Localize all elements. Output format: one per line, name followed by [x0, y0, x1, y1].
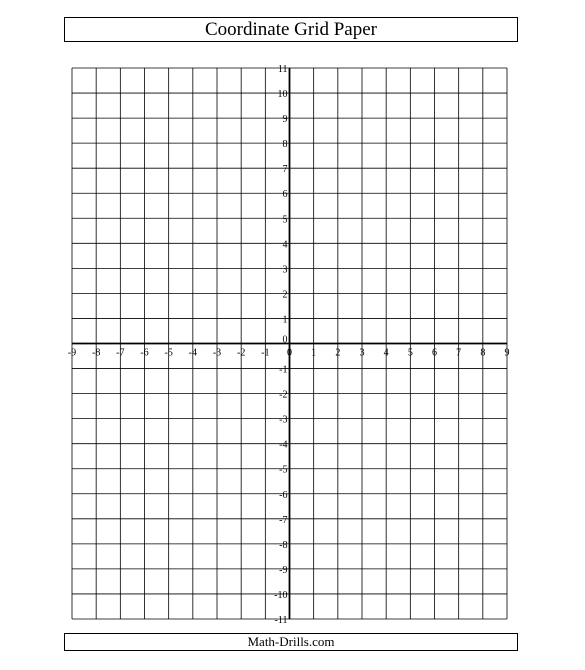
footer-credit: Math-Drills.com	[64, 633, 518, 651]
x-tick-label: 8	[480, 347, 486, 359]
x-tick-label: 6	[432, 347, 437, 359]
y-tick-label: -8	[279, 539, 288, 551]
y-tick-label: 2	[282, 289, 288, 301]
y-tick-label: 11	[277, 64, 288, 75]
x-tick-label: 3	[359, 347, 365, 359]
y-tick-label: 9	[282, 114, 288, 126]
x-tick-label: 0	[287, 347, 292, 359]
y-tick-label: -5	[279, 464, 288, 476]
x-tick-label: -2	[236, 347, 246, 359]
x-axis-labels	[68, 348, 510, 359]
y-tick-label: 7	[282, 164, 288, 176]
y-tick-label: -2	[279, 389, 288, 401]
y-tick-label: -11	[274, 615, 288, 626]
y-tick-label: 4	[282, 239, 288, 251]
y-tick-label: 10	[277, 89, 288, 101]
y-axis-labels	[274, 64, 287, 626]
x-tick-label: 5	[407, 347, 413, 359]
y-tick-label: 6	[282, 189, 288, 201]
x-tick-label: 4	[383, 347, 389, 359]
x-tick-label: 1	[311, 347, 317, 359]
x-tick-label: -5	[164, 347, 173, 359]
y-tick-label: -3	[279, 414, 288, 426]
y-tick-label: 3	[282, 264, 288, 276]
y-tick-label: -6	[279, 489, 288, 501]
x-tick-label: 9	[504, 347, 510, 359]
y-tick-label: -10	[274, 589, 288, 601]
y-tick-label: -9	[279, 564, 288, 576]
x-tick-label: -8	[91, 347, 101, 359]
x-tick-label: -4	[188, 347, 198, 359]
x-tick-label: -1	[261, 347, 270, 359]
y-tick-label: 0	[282, 334, 288, 346]
x-tick-label: -6	[140, 347, 149, 359]
axes	[72, 68, 507, 619]
y-tick-label: 8	[282, 139, 288, 151]
x-tick-label: -9	[67, 347, 77, 359]
x-tick-label: 2	[335, 347, 341, 359]
y-tick-label: -4	[279, 439, 288, 451]
x-tick-label: 7	[456, 347, 462, 359]
x-tick-label: -7	[116, 347, 125, 359]
page-title: Coordinate Grid Paper	[64, 17, 518, 42]
y-tick-label: -7	[279, 514, 288, 526]
y-tick-label: -1	[279, 364, 288, 376]
y-tick-label: 5	[282, 214, 288, 226]
x-tick-label: -3	[212, 347, 222, 359]
y-tick-label: 1	[282, 314, 288, 326]
